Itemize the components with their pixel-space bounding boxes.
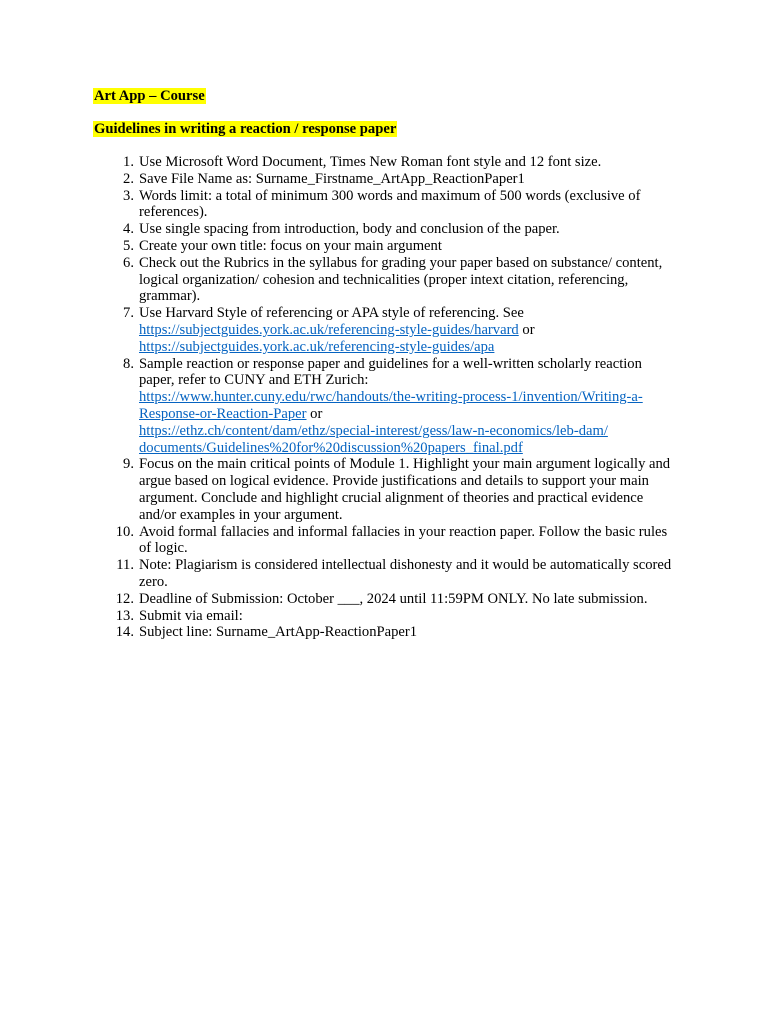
list-item-text: Note: Plagiarism is considered intellectual dishonesty and it would be automatically scored zero.: [139, 557, 672, 590]
list-number: 11.: [116, 557, 134, 574]
cuny-reaction-paper-link[interactable]: [139, 389, 643, 422]
or-text: or: [522, 321, 535, 338]
list-item: [123, 154, 679, 171]
ethz-link-line-1: https://ethz.ch/content/dam/ethz/special-interest/gess/law-n-economics/leb-dam/: [139, 422, 608, 439]
ethz-link-line-2: documents/Guidelines%20for%20discussion%20papers_final.pdf: [139, 439, 523, 456]
list-item: [123, 305, 679, 355]
list-number: 9.: [123, 456, 134, 473]
list-item: [123, 221, 679, 238]
ethz-guidelines-link[interactable]: [139, 423, 608, 456]
list-item: [123, 456, 679, 523]
list-item-text: Check out the Rubrics in the syllabus for grading your paper based on substance/ content, logical organization/ cohesion and technicalities (proper intext citation, referencing, grammar).: [139, 254, 663, 305]
list-item: [116, 557, 679, 591]
list-item: [123, 170, 679, 188]
list-item: [123, 237, 679, 255]
list-item-text: Submit via email:: [139, 607, 243, 624]
list-number: 4.: [123, 221, 134, 238]
list-item-text: Focus on the main critical points of Module 1. Highlight your main argument logically and argue based on logical evidence. Provide justifications and details to support your main argument. Conclude and highlight crucial alignment of theories and practical evidence and/or examples in your argument.: [139, 456, 671, 523]
list-number: 6.: [123, 254, 134, 271]
document-title: [93, 88, 206, 105]
list-item-text: Avoid formal fallacies and informal fallacies in your reaction paper. Follow the basic rules of logic.: [139, 523, 668, 557]
or-text: or: [310, 405, 323, 422]
list-item: [115, 607, 679, 625]
list-item: [115, 523, 679, 558]
apa-style-link[interactable]: https://subjectguides.york.ac.uk/referencing-style-guides/apa: [139, 338, 495, 355]
list-number: 8.: [123, 355, 134, 372]
list-item-text: Create your own title: focus on your main argument: [139, 237, 442, 254]
document-subtitle: [93, 121, 397, 138]
harvard-style-link[interactable]: https://subjectguides.york.ac.uk/referencing-style-guides/harvard: [139, 321, 519, 338]
guidelines-list: [115, 154, 679, 641]
list-item-text: Save File Name as: Surname_Firstname_ArtApp_ReactionPaper1: [139, 170, 525, 187]
list-item-text: Sample reaction or response paper and guidelines for a well-written scholarly reaction paper, refer to CUNY and ETH Zurich:: [139, 355, 642, 389]
list-item-text: Words limit: a total of minimum 300 words and maximum of 500 words (exclusive of references).: [139, 187, 641, 221]
list-number: 7.: [123, 305, 134, 322]
list-number: 1.: [123, 154, 134, 170]
list-item: [123, 254, 679, 305]
cuny-link-line-2: Response-or-Reaction-Paper: [139, 405, 307, 422]
cuny-link-line-1: https://www.hunter.cuny.edu/rwc/handouts/the-writing-process-1/invention/Writing-a-: [139, 389, 643, 406]
list-item: [123, 187, 679, 222]
list-item: [115, 590, 679, 608]
list-number: 10.: [115, 523, 134, 540]
list-item: [115, 624, 679, 641]
list-number: 3.: [123, 187, 134, 204]
list-item-text: Use Microsoft Word Document, Times New Roman font style and 12 font size.: [139, 154, 602, 170]
list-number: 5.: [123, 237, 134, 254]
list-number: 2.: [123, 170, 134, 187]
list-number: 14.: [115, 624, 134, 641]
list-number: 12.: [115, 590, 134, 607]
list-item-text: Use single spacing from introduction, body and conclusion of the paper.: [139, 221, 560, 238]
document-subtitle-text: Guidelines in writing a reaction / response paper: [94, 121, 397, 137]
list-number: 13.: [115, 607, 134, 624]
list-item-text: Subject line: Surname_ArtApp-ReactionPaper1: [139, 624, 418, 641]
list-item-text: Deadline of Submission: October ___, 2024 until 11:59PM ONLY. No late submission.: [139, 590, 648, 607]
list-item-text: Use Harvard Style of referencing or APA style of referencing. See: [139, 305, 524, 322]
list-item: [123, 355, 679, 457]
document-title-text: Art App – Course: [94, 88, 205, 104]
